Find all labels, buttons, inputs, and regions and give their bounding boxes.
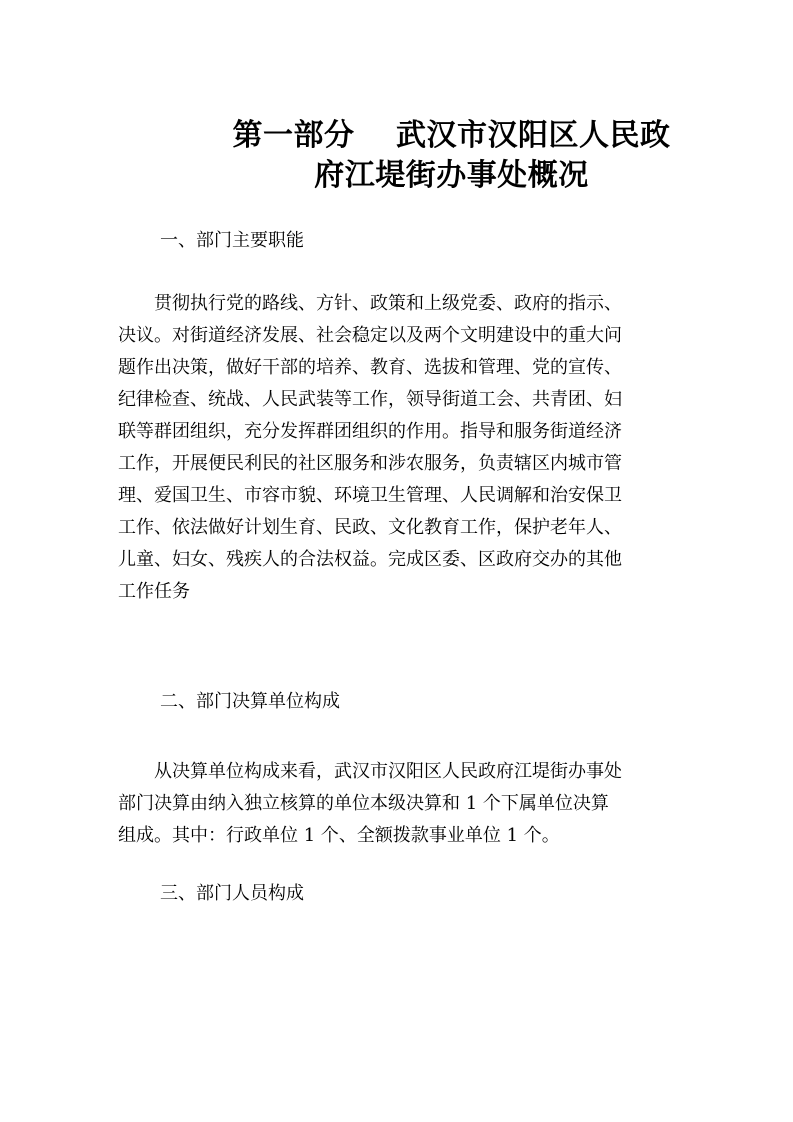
paragraph-line: 从决算单位构成来看，武汉市汉阳区人民政府江堤街办事处 [118,761,622,782]
paragraph-line: 工作、依法做好计划生育、民政、文化教育工作，保护老年人、 [118,517,622,538]
section-heading-functions: 一、部门主要职能 [160,230,304,251]
section-heading-units: 二、部门决算单位构成 [160,691,340,712]
paragraph-line: 决议。对街道经济发展、社会稳定以及两个文明建设中的重大问 [118,325,622,346]
paragraph-line: 部门决算由纳入独立核算的单位本级决算和 1 个下属单位决算 [118,793,609,814]
paragraph-line: 联等群团组织，充分发挥群团组织的作用。指导和服务街道经济 [118,421,622,442]
paragraph-line: 纪律检查、统战、人民武装等工作，领导街道工会、共青团、妇 [118,389,622,410]
section-heading-staff: 三、部门人员构成 [160,883,304,904]
paragraph-units [118,756,688,852]
paragraph-functions [118,288,688,608]
paragraph-line: 工作，开展便民利民的社区服务和涉农服务，负责辖区内城市管 [118,453,622,474]
document-title-line-2: 府江堤街办事处概况 [314,158,589,193]
document-title-line-1: 第一部分 武汉市汉阳区人民政 [232,118,671,153]
paragraph-line: 贯彻执行党的路线、方针、政策和上级党委、政府的指示、 [118,293,622,314]
paragraph-line: 组成。其中：行政单位 1 个、全额拨款事业单位 1 个。 [118,825,560,846]
paragraph-line: 工作任务 [118,581,190,602]
paragraph-line: 理、爱国卫生、市容市貌、环境卫生管理、人民调解和治安保卫 [118,485,622,506]
paragraph-line: 题作出决策，做好干部的培养、教育、选拔和管理、党的宣传、 [118,357,622,378]
paragraph-line: 儿童、妇女、残疾人的合法权益。完成区委、区政府交办的其他 [118,549,622,570]
